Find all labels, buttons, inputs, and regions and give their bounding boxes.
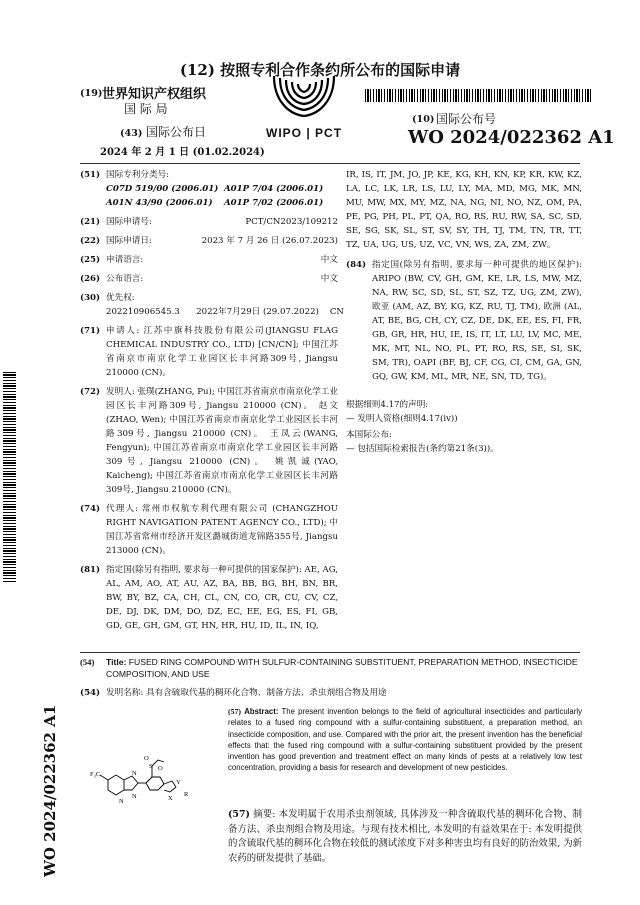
publication-label: 本国际公布:: [346, 430, 392, 440]
ipc-class-2: A01P 7/04 (2006.01): [224, 184, 324, 194]
f84-num: (84): [346, 260, 367, 270]
f81-text: 指定国(除另有指明, 要求每一种可提供的国家保护): AE, AG, AL, AM, AO, AT, AU, AZ, BA, BB, BG, BH, BN, BR, BW, BY, BZ, CA, CH, CL, CN, CO, CR, CU, CV, CZ, DE, DJ, DK, DM, DO, DZ, EC, EE, EG, ES, FI, GB, GD, GE, GH, GM, GT, HN, HR, HU, ID, IL, IN, IQ,: [106, 565, 338, 631]
cf3-label: F₃C: [90, 771, 101, 778]
org-name: 世界知识产权组织: [102, 87, 207, 102]
s-label: S: [149, 763, 153, 770]
f81-num: (81): [80, 565, 101, 575]
x-label: X: [168, 795, 173, 802]
f71-text: 申请人: 江苏中旗科技股份有限公司(JIANGSU FLAG CHEMICAL INDUSTRY CO., LTD) [CN/CN]; 中国江苏省南京市南京化学工业园区长丰河路309号, Jiangsu 210000 (CN)。: [106, 326, 338, 378]
f21-value: PCT/CN2023/109212: [245, 217, 338, 227]
pubno-value: WO 2024/022362 A1: [408, 127, 615, 148]
f72-text: 发明人: 张璞(ZHANG, Pu); 中国江苏省南京市南京化学工业园区长丰河路309号, Jiangsu 210000 (CN)。 赵文(ZHAO, Wen); 中国江苏省南京市南京化学工业园区长丰河路309号, Jiangsu 210000 (CN)。 王凤云(WANG, Fengyun); 中国江苏省南京市南京化学工业园区长丰河路309号, Jiangsu 210000 (CN)。 姚凯诚(YAO, Kaicheng); 中国江苏省南京市南京化学工业园区长丰河路309号, Jiangsu 210000 (CN)。: [106, 387, 338, 495]
o1-label: O: [144, 755, 149, 762]
abstract-en-num: (57): [228, 707, 241, 716]
top-barcode: [365, 89, 591, 102]
ipc-class-1: C07D 519/00 (2006.01): [106, 184, 219, 194]
abstract-en-text: The present invention belongs to the field of agricultural insecticides and particularly relates to a fused ring compound with a sulfur-containing substituent, a preparation method, an insecticide composition, and use. Compared with the prior art, the present invention has the beneficial effects that: the fused ring compound with a sulfur-containing substituent provided by the present invention has good prevention and treatment effect on many kinds of pests at a relatively low test concentration, providing a basis for research and development of new pesticides.: [228, 707, 582, 773]
f51-label: 国际专利分类号:: [106, 170, 170, 180]
rule-417-label: 根据细则4.17的声明:: [346, 400, 429, 410]
ipc-class-4: A01P 7/02 (2006.01): [224, 198, 324, 208]
f26-value: 中文: [320, 274, 338, 284]
n3-label: N: [119, 798, 124, 805]
pubno-label: 国际公布号: [436, 112, 497, 126]
f22-label: 国际申请日:: [106, 236, 152, 246]
f84-text: 指定国(除另有指明, 要求每一种可提供的地区保护): ARIPO (BW, CV, GH, GM, KE, LR, LS, MW, MZ, NA, RW, SC, SD, SL, ST, SZ, TZ, UG, ZM, ZW), 欧亚 (AM, AZ, BY, KG, KZ, RU, TJ, TM), 欧洲 (AL, AT, BE, BG, CH, CY, CZ, DE, DK, EE, ES, FI, FR, GB, GR, HR, HU, IE, IS, IT, LT, LU, LV, MC, ME, MK, MT, NL, NO, PL, PT, RO, RS, SE, SI, SK, SM, TR), OAPI (BF, BJ, CF, CG, CI, CM, GA, GN, GQ, GW, KM, ML, MR, NE, SN, TD, TG)。: [372, 260, 582, 382]
f21-label: 国际申请号:: [106, 217, 152, 227]
abstract-en: [228, 706, 582, 774]
f25-num: (25): [80, 255, 101, 265]
y-label: Y: [176, 779, 181, 786]
biblio-left: [80, 168, 344, 633]
pubdate-label: 国际公布日: [146, 125, 207, 139]
f74-num: (74): [80, 504, 101, 514]
f26-num: (26): [80, 274, 101, 284]
title-en-text: FUSED RING COMPOUND WITH SULFUR-CONTAINING SUBSTITUENT, PREPARATION METHOD, INSECTICIDE COMPOSITION, AND USE: [106, 657, 578, 679]
header-divider: [80, 163, 580, 164]
side-barcode: [3, 372, 16, 582]
pubdate-num: (43): [120, 128, 143, 139]
f22-value: 2023 年 7 月 26 日 (26.07.2023): [201, 236, 338, 246]
f81-continued: IR, IS, IT, JM, JO, JP, KE, KG, KH, KN, KP, KR, KW, KZ, LA, LC, LK, LR, LS, LU, LY, MA, MD, MG, MK, MN, MU, MW, MX, MY, MZ, NA, NG, NI, NO, NZ, OM, PA, PE, PG, PH, PL, PT, QA, RO, RS, RU, RW, SA, SC, SD, SE, SG, SK, SL, ST, SV, SY, TH, TJ, TM, TN, TR, TT, TZ, UA, UG, US, UZ, VC, VN, WS, ZA, ZM, ZW。: [346, 170, 582, 250]
pubno-num: (10): [412, 114, 435, 125]
n1-label: N: [132, 770, 137, 777]
title-cn: [80, 686, 582, 700]
abstract-cn-text: 摘要: 本发明属于农用杀虫剂领域, 具体涉及一种含硫取代基的稠环化合物、制备方法、杀虫剂组合物及用途。与现有技术相比, 本发明的有益效果在于: 本发明提供的含硫取代基的稠环化合物在较低的测试浓度下对多种害虫均有良好的防治效果, 为新农药的研发提供了基础。: [228, 809, 582, 864]
f22-num: (22): [80, 236, 101, 246]
document-title: (12) 按照专利合作条约所公布的国际申请: [179, 61, 461, 79]
org-num: (19): [80, 88, 103, 99]
abstract-cn-num: (57): [228, 809, 250, 820]
pubdate-value: 2024 年 2 月 1 日 (01.02.2024): [100, 147, 265, 158]
wipo-logo: [266, 70, 343, 140]
fused-ring-structure-icon: [88, 748, 218, 810]
f25-value: 中文: [320, 255, 338, 265]
title-en: [80, 656, 582, 680]
f30-label: 优先权:: [106, 293, 135, 303]
abstract-cn: [228, 808, 582, 866]
title-cn-num: (54): [80, 688, 101, 698]
f30-num: (30): [80, 293, 101, 303]
chemical-structure: [88, 748, 218, 810]
f72-num: (72): [80, 387, 101, 397]
biblio-right: [346, 168, 582, 456]
org-bureau: 国 际 局: [124, 102, 168, 116]
f30-value: 202210906545.3 2022年7月29日 (29.07.2022) CN: [106, 307, 344, 317]
ipc-class-3: A01N 43/90 (2006.01): [106, 198, 213, 208]
o2-label: O: [158, 765, 163, 772]
wipo-emblem-icon: [268, 70, 340, 122]
r-label: R: [184, 791, 189, 798]
wipo-pct-label: WIPO | PCT: [266, 126, 343, 140]
n2-label: N: [132, 793, 137, 800]
f71-num: (71): [80, 326, 101, 336]
rule-417-item: — 发明人资格(细则4.17(iv)): [346, 414, 458, 424]
f21-num: (21): [80, 217, 101, 227]
f26-label: 公布语言:: [106, 274, 144, 284]
title-divider: [80, 652, 580, 653]
title-en-label: Title:: [106, 657, 127, 667]
f74-text: 代理人: 常州市权航专利代理有限公司 (CHANGZHOU RIGHT NAVIGATION PATENT AGENCY CO., LTD); 中国江苏省常州市经济开发区潞城街道龙锦路355号, Jiangsu 213000 (CN)。: [106, 504, 338, 556]
side-pubno: WO 2024/022362 A1: [41, 704, 59, 877]
publication-item: — 包括国际检索报告(条约第21条(3))。: [346, 444, 499, 454]
abstract-en-label: Abstract:: [244, 707, 279, 716]
f51-num: (51): [80, 170, 101, 180]
f25-label: 申请语言:: [106, 255, 144, 265]
title-cn-text: 发明名称: 具有含硫取代基的稠环化合物、制备方法、杀虫剂组合物及用途: [106, 688, 387, 698]
title-en-num: (54): [80, 657, 95, 667]
